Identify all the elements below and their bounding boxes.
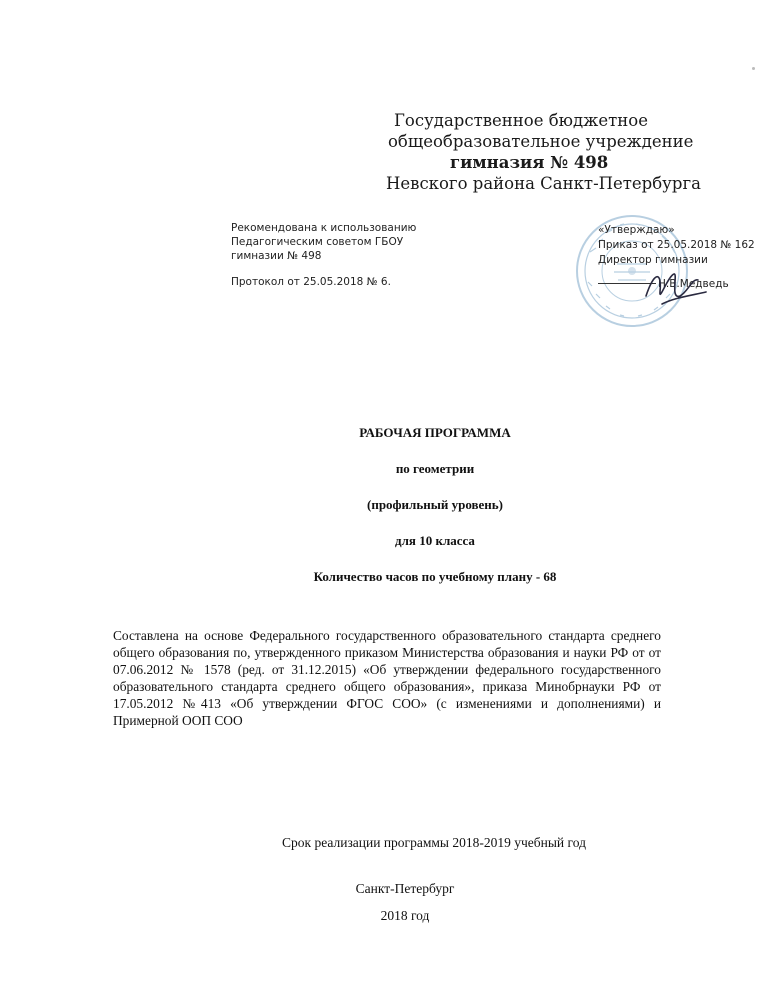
footer-block [250, 881, 560, 924]
institution-line-4: Невского района Санкт-Петербурга [386, 174, 701, 193]
institution-line-1: Государственное бюджетное [394, 111, 648, 130]
recommendation-line-1: Рекомендована к использованию [231, 222, 417, 234]
handwritten-signature-icon [640, 262, 710, 312]
program-subject: по геометрии [395, 461, 475, 476]
signatory-name: Н.В.Медведь [658, 278, 729, 290]
institution-line-2: общеобразовательное учреждение [388, 132, 694, 151]
footer-city: Санкт-Петербург [355, 881, 455, 896]
program-grade: для 10 класса [395, 533, 475, 548]
program-title: РАБОЧАЯ ПРОГРАММА [359, 425, 511, 440]
institution-line-3: гимназия № 498 [450, 153, 609, 172]
implementation-period: Срок реализации программы 2018-2019 учебный год [282, 835, 586, 850]
program-description: Составлена на основе Федерального государственного образовательного стандарта среднего общего образования по, утвержденного приказом Министерства образования и науки РФ от от 07.06.2012 № 1578 (ред. от 31.12.2015) «Об утверждении федерального государственного образовательного стандарта среднего общего образования», приказа Минобрнауки РФ от 17.05.2012 №413 «Об утверждении ФГОС СОО» (с изменениями и дополнениями) и Примерной ООП СОО [113, 628, 661, 728]
approval-line-1: «Утверждаю» [598, 224, 675, 236]
approval-line-3: Директор гимназии [598, 254, 708, 266]
recommendation-block [231, 221, 481, 289]
recommendation-line-3: гимназии № 498 [231, 250, 322, 262]
recommendation-line-2: Педагогическим советом ГБОУ [231, 236, 404, 248]
institution-header [370, 110, 701, 194]
approval-line-2: Приказ от 25.05.2018 № 162 [598, 239, 755, 251]
footer-year: 2018 год [380, 908, 430, 923]
protocol-line: Протокол от 25.05.2018 № 6. [231, 276, 391, 288]
program-level: (профильный уровень) [367, 497, 503, 512]
scan-speck [752, 67, 755, 70]
program-hours: Количество часов по учебному плану - 68 [313, 569, 557, 584]
program-title-block [200, 425, 670, 585]
